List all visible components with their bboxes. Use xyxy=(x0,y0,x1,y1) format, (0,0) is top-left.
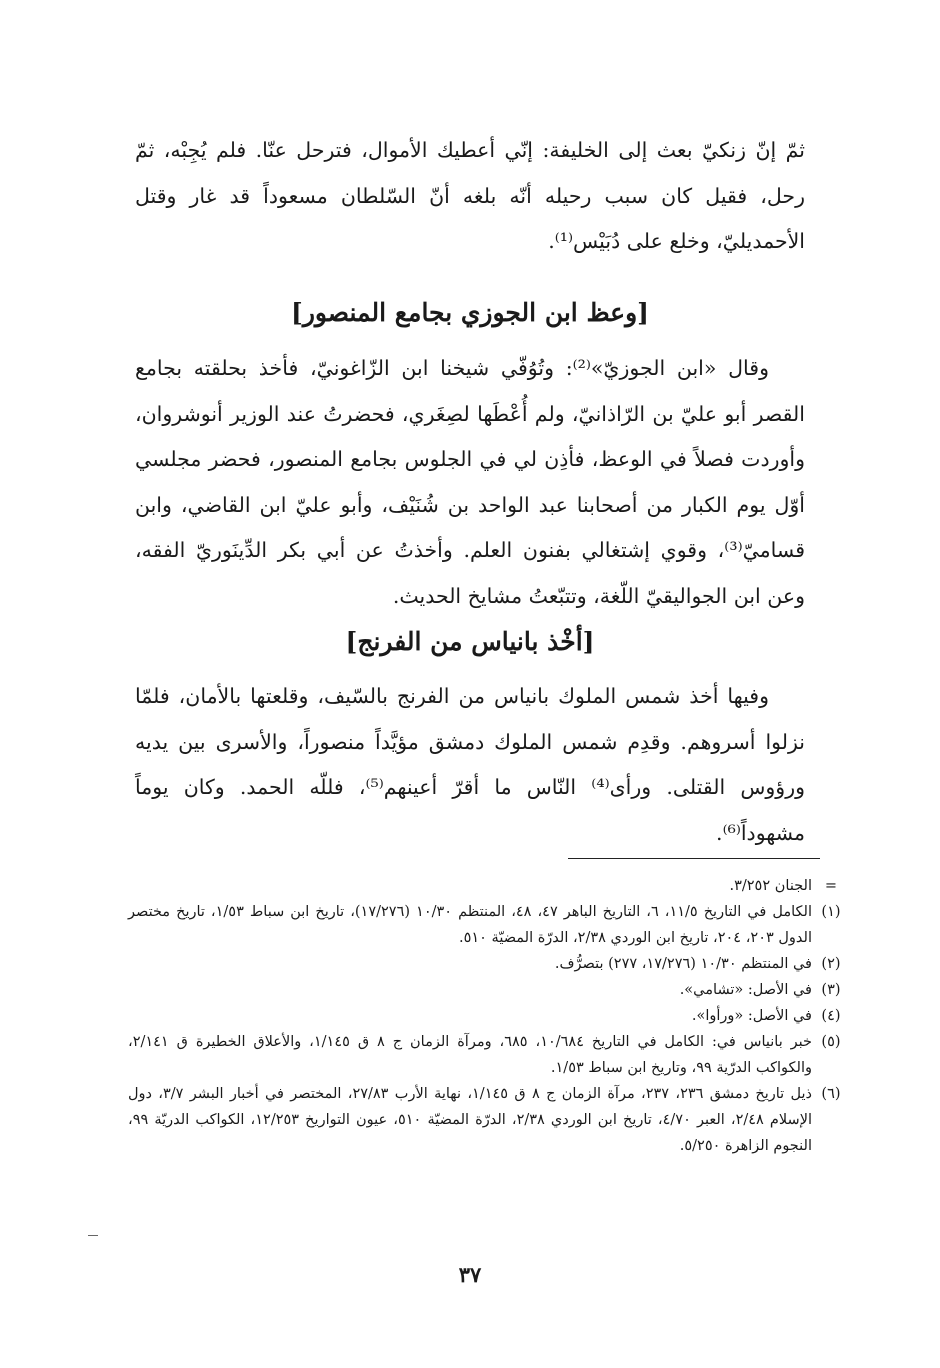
paragraph-2: وقال «ابن الجوزيّ»⁽²⁾: وتُوُفّي شيخنا ابن الزّاغونيّ، فأخذ بحلقته بجامع القصر أبو عليّ بن الرّاذانيّ، ولم أُعْطَها لصِغَري، فحضرتُ عند الوزير أنوشروان، وأوردت فصلاً في الوعظ، فأذِن لي في الجلوس بجامع المنصور، فحضر مجلسي أوّل يوم الكبار من أصحابنا عبد الواحد بن شُنَيْف، وأبو عليّ ابن القاضي، وابن قساميّ⁽³⁾، وقوي إشتغالي بفنون العلم. وأخذتُ عن أبي بكر الدِّينَوريّ الفقه، وعن ابن الجواليقيّ اللّغة، وتتبّعتُ مشايخ الحديث. xyxy=(135,356,805,608)
section-heading-1: [وعظ ابن الجوزي بجامع المنصور] xyxy=(290,298,650,327)
footnote-5 xyxy=(128,1029,850,1081)
footnote-text: في المنتظم ١٠/٣٠ (١٧/٢٧٦، ٢٧٧) بتصرُّف. xyxy=(554,956,812,972)
footnote-number: (٣) xyxy=(821,982,841,998)
footnote-3 xyxy=(128,977,850,1003)
footnote-text: في الأصل: «تشامي». xyxy=(679,982,812,998)
footnote-number: (٥) xyxy=(821,1034,841,1050)
footnote-2 xyxy=(128,951,850,977)
footnotes xyxy=(128,873,850,1159)
footnote-text: الكامل في التاريخ ١١/٥، ٦، التاريخ الباهر ٤٧، ٤٨، المنتظم ١٠/٣٠ (١٧/٢٧٦)، تاريخ ابن سباط ١/٥٣، تاريخ مختصر الدول ٢٠٣، ٢٠٤، تاريخ ابن الوردي ٢/٣٨، الدرّة المضيّة ٥١٠. xyxy=(128,904,812,946)
footnote-continuation xyxy=(128,873,850,899)
footnote-number: (٦) xyxy=(821,1086,841,1102)
footnote-number: (٤) xyxy=(821,1008,841,1024)
footnote-6 xyxy=(128,1081,850,1159)
footnote-4 xyxy=(128,1003,850,1029)
footnote-text: الجنان ٣/٢٥٢. xyxy=(729,878,812,894)
footnote-number: (١) xyxy=(821,904,841,920)
footnote-number: (٢) xyxy=(821,956,841,972)
footnote-text: في الأصل: «ورأوا». xyxy=(691,1008,812,1024)
paragraph-3: وفيها أخذ شمس الملوك بانياس من الفرنج بالسّيف، وقلعتها بالأمان، فلمّا نزلوا أسروهم. وقدِم شمس الملوك دمشق مؤيَّداً منصوراً، والأسرى بين يديه ورؤوس القتلى. ورأى⁽⁴⁾ النّاس ما أقرّ أعينهم⁽⁵⁾، فللّه الحمد. وكان يوماً مشهوداً⁽⁶⁾. xyxy=(135,684,805,845)
page-number: ٣٧ xyxy=(458,1262,482,1287)
footnote-text: خبر بانياس في: الكامل في التاريخ ١٠/٦٨٤، ٦٨٥، ومرآة الزمان ج ٨ ق ١/١٤٥، والأعلاق الخطيرة ق ٢/١٤١، والكواكب الدرّية ٩٩، وتاريخ ابن سباط ١/٥٣. xyxy=(128,1034,813,1076)
section-heading-2: [أخْذ بانياس من الفرنج] xyxy=(345,627,595,656)
paragraph-1: ثمّ إنّ زنكيّ بعث إلى الخليفة: إنّي أعطيك الأموال، فترحل عنّا. فلم يُجِبْه، ثمّ رحل، فقيل كان سبب رحيله أنّه بلغه أنّ السّلطان مسعوداً قد غار وقتل الأحمديليّ، وخلع على دُبَيْس⁽¹⁾. xyxy=(135,138,805,253)
footnote-number: = xyxy=(824,878,838,894)
footnote-text: ذيل تاريخ دمشق ٢٣٦، ٢٣٧، مرآة الزمان ج ٨ ق ١/١٤٥، نهاية الأرب ٢٧/٨٣، المختصر في أخبار البشر ٣/٧، دول الإسلام ٢/٤٨، العبر ٤/٧٠، تاريخ ابن الوردي ٢/٣٨، الدرّة المضيّة ٥١٠، عيون التواريخ ١٢/٢٥٣، الكواكب الدريّة ٩٩، النجوم الزاهرة ٥/٢٥٠. xyxy=(128,1086,813,1154)
footnote-1 xyxy=(128,899,850,951)
margin-mark xyxy=(88,1235,98,1236)
footnote-divider xyxy=(568,858,820,859)
